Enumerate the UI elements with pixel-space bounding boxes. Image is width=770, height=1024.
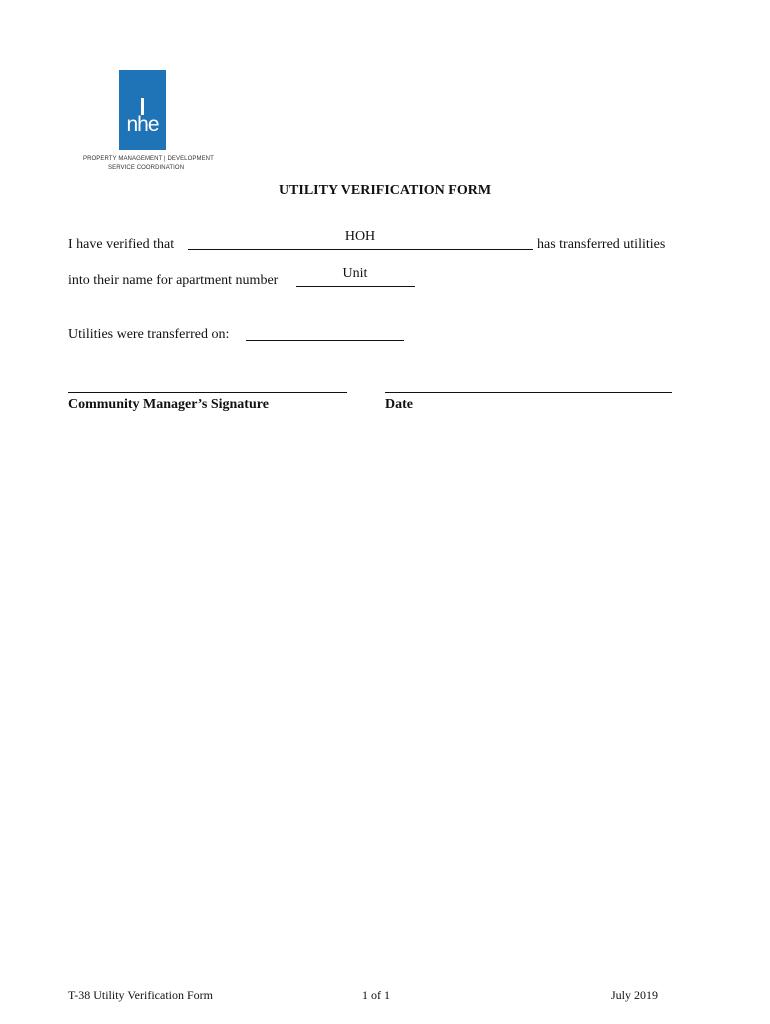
transfer-date-label: Utilities were transferred on: <box>68 327 230 342</box>
date-label: Date <box>385 397 413 412</box>
date-signature-line[interactable] <box>385 392 672 393</box>
unit-field-value[interactable]: Unit <box>342 266 368 281</box>
form-title: UTILITY VERIFICATION FORM <box>278 183 492 198</box>
hoh-field-line[interactable] <box>188 249 533 250</box>
manager-signature-line[interactable] <box>68 392 347 393</box>
apartment-label: into their name for apartment number <box>68 273 279 288</box>
logo-text: nhe <box>126 113 159 136</box>
hoh-field-value[interactable]: HOH <box>344 229 376 244</box>
manager-signature-label: Community Manager’s Signature <box>68 397 269 412</box>
footer-form-name: T-38 Utility Verification Form <box>68 988 213 1002</box>
logo-tagline-2: SERVICE COORDINATION <box>108 165 185 171</box>
logo-tagline-1: PROPERTY MANAGEMENT | DEVELOPMENT <box>83 156 214 162</box>
transferred-label: has transferred utilities <box>537 237 666 252</box>
verified-label: I have verified that <box>68 237 175 252</box>
footer-date: July 2019 <box>611 988 659 1002</box>
footer-page-number: 1 of 1 <box>362 988 390 1002</box>
unit-field-line[interactable] <box>296 286 415 287</box>
company-logo <box>119 70 166 150</box>
transfer-date-line[interactable] <box>246 340 404 341</box>
